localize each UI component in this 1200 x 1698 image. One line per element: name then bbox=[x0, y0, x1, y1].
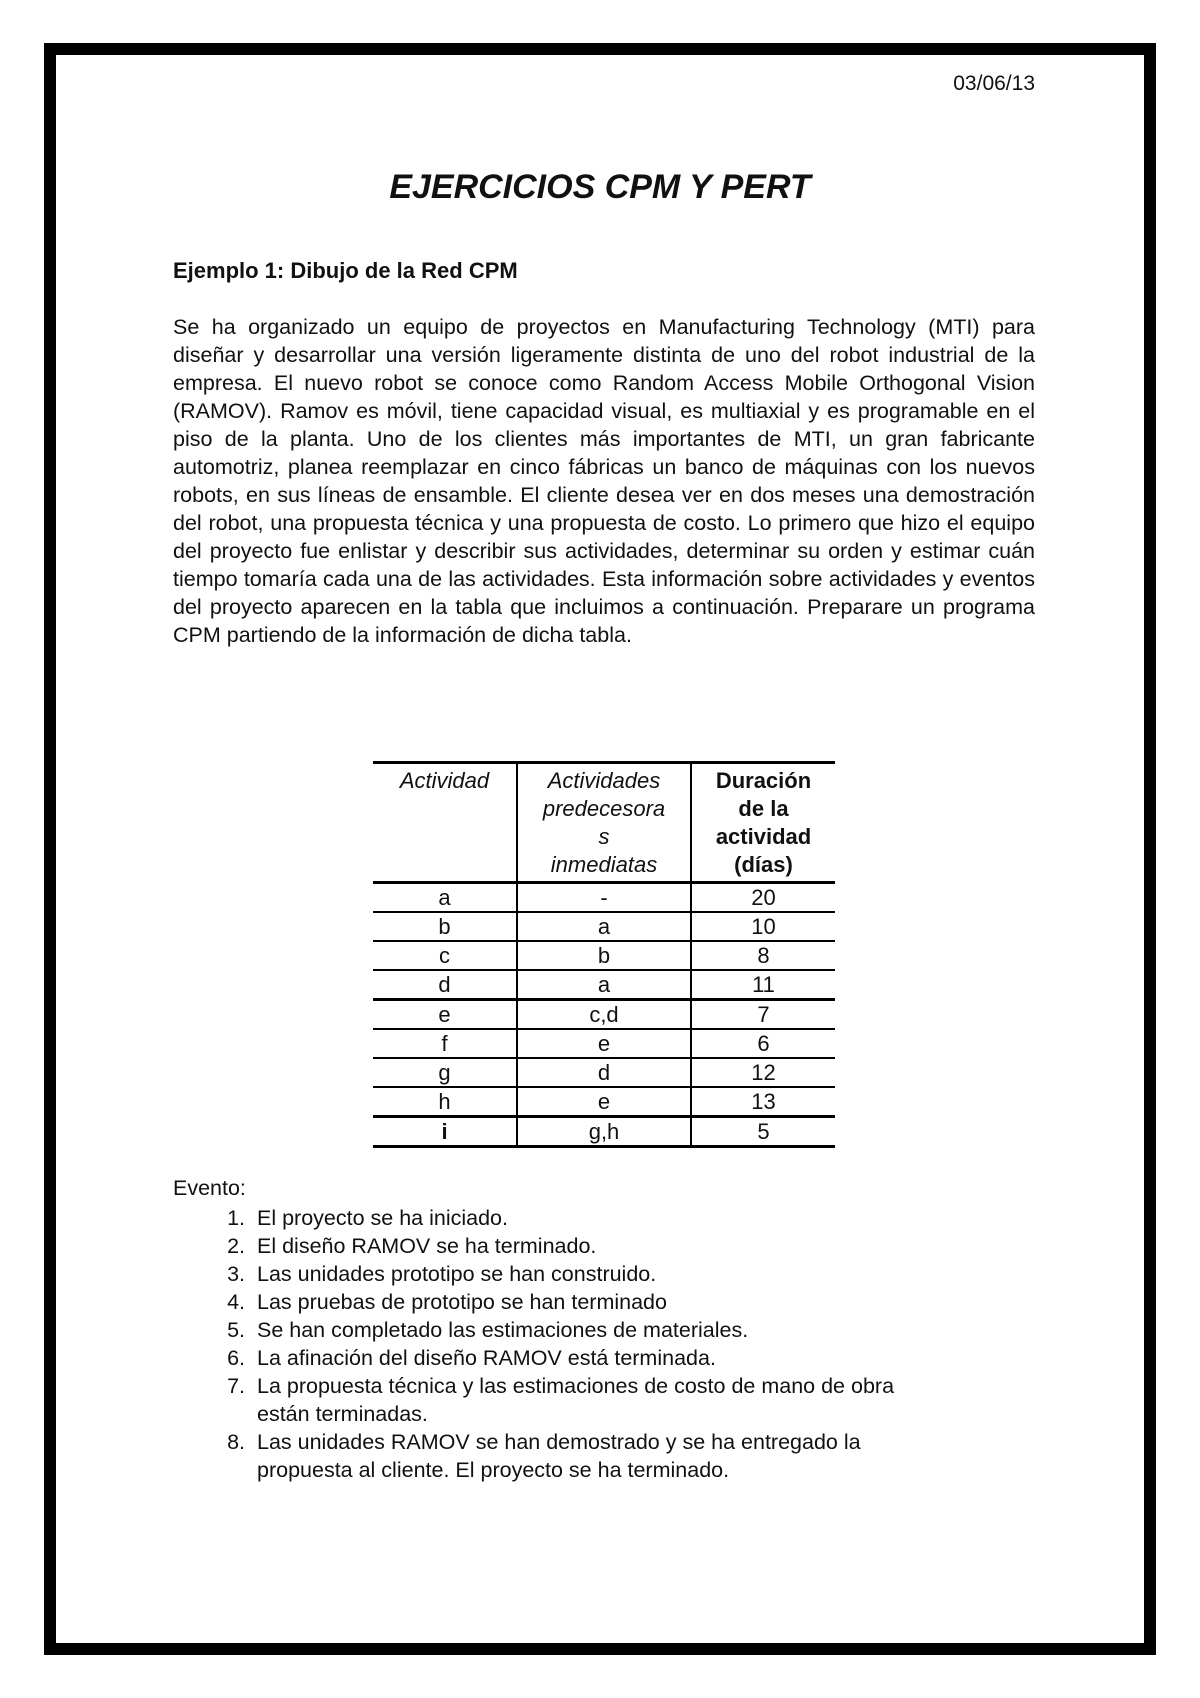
example-heading: Ejemplo 1: Dibujo de la Red CPM bbox=[173, 258, 518, 283]
cell-activity: h bbox=[373, 1087, 517, 1117]
list-item bbox=[173, 1260, 1035, 1288]
cell-duration: 5 bbox=[757, 1119, 770, 1144]
header-activity: Actividad bbox=[373, 763, 517, 883]
event-number: 2. bbox=[227, 1234, 245, 1258]
table-row bbox=[373, 1029, 835, 1058]
activities-table bbox=[373, 761, 835, 1148]
table-row bbox=[373, 883, 835, 913]
cell-duration: 12 bbox=[751, 1060, 776, 1085]
cell-predecessors: e bbox=[517, 1029, 691, 1058]
cell-predecessors: g,h bbox=[517, 1117, 691, 1147]
event-text: Se han completado las estimaciones de materiales. bbox=[257, 1318, 749, 1342]
event-number: 7. bbox=[227, 1374, 245, 1398]
header-duration-line: (días) bbox=[734, 852, 793, 877]
event-text: La afinación del diseño RAMOV está terminada. bbox=[257, 1346, 716, 1370]
event-text: Las pruebas de prototipo se han terminado bbox=[257, 1290, 667, 1314]
list-item bbox=[173, 1288, 1035, 1316]
cell-duration: 13 bbox=[751, 1089, 776, 1114]
table-row bbox=[373, 1000, 835, 1030]
table-row bbox=[373, 941, 835, 970]
cell-activity: f bbox=[373, 1029, 517, 1058]
cell-activity: a bbox=[373, 883, 517, 913]
list-item bbox=[173, 1204, 1035, 1232]
event-number: 3. bbox=[227, 1262, 245, 1286]
list-item bbox=[173, 1344, 1035, 1372]
header-predecessors bbox=[517, 763, 691, 883]
cell-activity: c bbox=[373, 941, 517, 970]
cell-predecessors: d bbox=[517, 1058, 691, 1087]
list-item bbox=[173, 1232, 1035, 1260]
event-text: El proyecto se ha iniciado. bbox=[257, 1206, 508, 1230]
list-item bbox=[173, 1372, 1035, 1428]
event-text: Las unidades prototipo se han construido. bbox=[257, 1262, 657, 1286]
cell-duration: 20 bbox=[751, 885, 776, 910]
cell-predecessors: e bbox=[517, 1087, 691, 1117]
document-title: EJERCICIOS CPM Y PERT bbox=[389, 168, 811, 206]
problem-statement: Se ha organizado un equipo de proyectos en Manufacturing Technology (MTI) para diseñar y desarrollar una versión ligeramente distinta de uno del robot industrial de la empresa. El nuevo robot se conoce como Random Access Mobile Orthogonal Vision (RAMOV). Ramov es móvil, tiene capacidad visual, es multiaxial y es programable en el piso de la planta. Uno de los clientes más importantes de MTI, un gran fabricante automotriz, planea reemplazar en cinco fábricas un banco de máquinas con los nuevos robots, en sus líneas de ensamble. El cliente desea ver en dos meses una demostración del robot, una propuesta técnica y una propuesta de costo. Lo primero que hizo el equipo del proyecto fue enlistar y describir sus actividades, determinar su orden y estimar cuán tiempo tomaría cada una de las actividades. Esta información sobre actividades y eventos del proyecto aparecen en la tabla que incluimos a continuación. Preparare un programa CPM partiendo de la información de dicha tabla. bbox=[173, 315, 1035, 647]
cell-activity: i bbox=[373, 1117, 517, 1147]
header-predecessors-line: Actividades bbox=[547, 768, 661, 793]
table-row bbox=[373, 970, 835, 1000]
event-number: 4. bbox=[227, 1290, 245, 1314]
cell-duration: 10 bbox=[751, 914, 776, 939]
header-predecessors-line: inmediatas bbox=[550, 852, 658, 877]
table-row bbox=[373, 1117, 835, 1147]
list-item bbox=[173, 1428, 1035, 1484]
events-list bbox=[173, 1204, 1035, 1484]
cell-activity: d bbox=[373, 970, 517, 1000]
document-date: 03/06/13 bbox=[953, 72, 1035, 95]
header-duration bbox=[691, 763, 835, 883]
header-predecessors-line: s bbox=[598, 824, 610, 849]
cell-duration: 11 bbox=[752, 972, 775, 997]
event-number: 1. bbox=[227, 1206, 245, 1230]
cell-predecessors: - bbox=[517, 883, 691, 913]
cell-activity: e bbox=[373, 1000, 517, 1030]
cell-predecessors: a bbox=[517, 970, 691, 1000]
table-header-row bbox=[373, 763, 835, 883]
header-duration-line: de la bbox=[738, 796, 789, 821]
cell-predecessors: b bbox=[517, 941, 691, 970]
cell-activity: g bbox=[373, 1058, 517, 1087]
cell-duration: 7 bbox=[757, 1002, 770, 1027]
event-text: El diseño RAMOV se ha terminado. bbox=[257, 1234, 597, 1258]
cell-duration: 8 bbox=[757, 943, 770, 968]
event-number: 5. bbox=[227, 1318, 245, 1342]
cell-activity: b bbox=[373, 912, 517, 941]
header-duration-line: actividad bbox=[715, 824, 812, 849]
cell-predecessors: a bbox=[517, 912, 691, 941]
table-row bbox=[373, 912, 835, 941]
event-text: Las unidades RAMOV se han demostrado y se ha entregado la propuesta al cliente. El proyecto se ha terminado. bbox=[257, 1430, 861, 1482]
cell-predecessors: c,d bbox=[517, 1000, 691, 1030]
event-number: 6. bbox=[227, 1346, 245, 1370]
cell-duration: 6 bbox=[757, 1031, 770, 1056]
event-text: La propuesta técnica y las estimaciones de costo de mano de obra están terminadas. bbox=[257, 1374, 895, 1426]
header-duration-line: Duración bbox=[715, 768, 812, 793]
list-item bbox=[173, 1316, 1035, 1344]
header-predecessors-line: predecesora bbox=[542, 796, 666, 821]
event-number: 8. bbox=[227, 1430, 245, 1454]
table-row bbox=[373, 1087, 835, 1117]
table-row bbox=[373, 1058, 835, 1087]
events-label: Evento: bbox=[173, 1176, 246, 1200]
